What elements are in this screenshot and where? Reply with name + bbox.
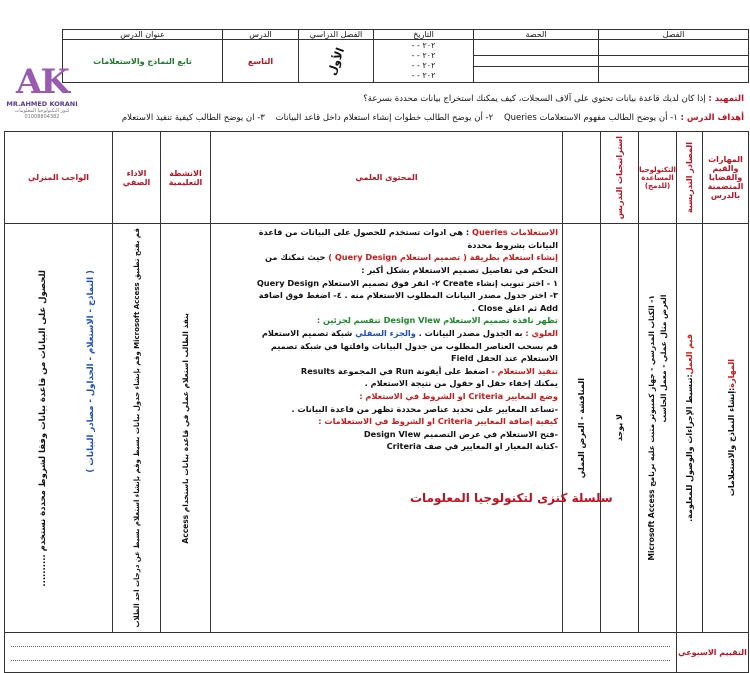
content-line: كيفية إضافة المعايير Criteria او الشروط في الاستعلامات : bbox=[318, 416, 558, 427]
header-table bbox=[62, 29, 749, 83]
content-line: يمكنك إخفاء حقل او حقول من نتيجة الاستعلام . bbox=[364, 378, 558, 389]
goal-2: ٢- أن يوضح الطالب خطوات إنشاء استعلام داخل قاعد البيانات bbox=[275, 113, 494, 123]
teacher-logo bbox=[2, 64, 82, 119]
content-line: تنفيذ الاستعلام - اضغط على أيقونة Run في المجموعة Results bbox=[300, 365, 558, 376]
lesson-title-label: عنوان الدرس bbox=[63, 30, 223, 40]
intro-text: إذا كان لديك قاعدة بيانات تحتوي على آلاف السجلات، كيف يمكنك استخراج بيانات محددة بسرعة؟ bbox=[363, 94, 706, 104]
semester-value: الأول bbox=[299, 40, 374, 83]
content-cell bbox=[211, 224, 563, 633]
date-1: ٢٠٢ - - bbox=[411, 41, 436, 50]
lesson-label: الدرس bbox=[223, 30, 299, 40]
content-line: قم بسحب العناصر المطلوب من جدول البيانات وافلتها في شبكة تصميم bbox=[270, 340, 558, 351]
resources-cell: ١- الكتاب المدرسي - جهاز كمبيوتر مثبت عليه برنامج Microsoft Access العرض مثال عملي - معمل الحاسب bbox=[639, 224, 677, 633]
period-label: الحصة bbox=[474, 30, 599, 40]
strategies-header: استراتيجيات التدريس bbox=[601, 132, 639, 224]
logo-subtitle: كنوز التكنولوجيا المعلومات bbox=[14, 108, 70, 114]
content-line: -كتابة المعيار او المعايير في صف Criteria bbox=[386, 441, 558, 452]
lesson-title-value: تابع النماذج والاستعلامات bbox=[63, 40, 223, 83]
grade-value: التاسع bbox=[223, 40, 299, 83]
goals-label: أهداف الدرس : bbox=[680, 113, 744, 123]
intro-line bbox=[363, 94, 744, 104]
content-line: العلوي : به الجدول مصدر البيانات . والجزء السفلي شبكة تصميم الاستعلام bbox=[261, 328, 558, 339]
date-2: ٢٠٢ - - bbox=[411, 51, 436, 60]
activities-cell: ينفذ الطالب استعلام عملي في قاعدة بيانات باستخدام Access bbox=[161, 224, 211, 633]
skills-cell-2: قيم العمل:تبسيط الإجراءات والوصول للمعلومة. bbox=[677, 224, 703, 633]
goal-3: ٣- ان يوضح الطالب كيفية تنفيذ الاستعلام bbox=[121, 113, 265, 123]
content-line: البيانات بشروط محددة bbox=[467, 239, 558, 250]
content-line: الاستعلام عند الحقل Field bbox=[451, 353, 558, 364]
content-header: المحتوى العلمي bbox=[211, 132, 563, 224]
content-line: Add ثم اغلق Close . bbox=[471, 302, 558, 313]
date-3: ٢٠٢ - - bbox=[411, 61, 436, 70]
class-value bbox=[599, 40, 749, 83]
date-label: التاريخ bbox=[374, 30, 474, 40]
activities-header: الانشطة التعليمية bbox=[161, 132, 211, 224]
tech-header: التكنولوجيا المساعدة (للدمج) bbox=[639, 132, 677, 224]
footer-series-title: سلسلة كنزى لتكنولوجيا المعلومات bbox=[410, 491, 613, 505]
content-line: ٣- اختر جدول مصدر البيانات المطلوب الاستعلام منه . ٤- اضغط فوق اضافة bbox=[258, 290, 558, 301]
intro-label: التمهيد : bbox=[708, 94, 744, 104]
content-line: ١ - اختر تبويب إنشاء Create ٢- انقر فوق تصميم الاستعلام Query Design bbox=[256, 277, 558, 288]
content-line: إنشاء استعلام بطريقة ( تصميم استعلام Query Design ) حيث تمكنك من bbox=[265, 252, 558, 263]
homework-options: ( النماذج - الاستعلام - الجداول - مصادر البيانات ) bbox=[85, 269, 96, 473]
goals-line bbox=[122, 113, 744, 123]
performance-cell: قم بفتح تطبيق Microsoft Access وقم بإنشاء جدول بيانات بسيط وقم بإنشاء استعلام بسيط عن درجات احد الطلاب bbox=[113, 224, 161, 633]
homework-cell bbox=[5, 224, 113, 633]
performance-header: الاداء الصفي bbox=[113, 132, 161, 224]
date-4: ٢٠٢ - - bbox=[411, 71, 436, 80]
weekly-eval-lines bbox=[5, 632, 677, 672]
content-lines bbox=[211, 224, 562, 455]
homework-question: للحصول على البيانات من قاعدة بيانات وفقا لشروط محددة نستخدم .......... bbox=[37, 269, 48, 587]
content-line: وضع المعايير Criteria او الشروط في الاستعلام : bbox=[359, 391, 558, 401]
skills-header: المهارات والقيم والقضايا المتضمنة بالدرس bbox=[703, 132, 749, 224]
lesson-table bbox=[4, 131, 749, 673]
content-line: -فتح الاستعلام في عرض التصميم Design Vlew bbox=[363, 428, 558, 439]
strategies-cell: المناقشة - العرض العملي bbox=[563, 224, 601, 633]
weekly-eval-label: التقييم الاسبوعي bbox=[677, 632, 749, 672]
content-line: التحكم في تفاصيل تصميم الاستعلام بشكل أكبر : bbox=[361, 265, 558, 276]
resources-header: المصادر التدريسية bbox=[677, 132, 703, 224]
content-line: -تساعد المعايير على تحديد عناصر محددة تظهر من قاعدة البيانات . bbox=[291, 403, 558, 414]
logo-mark: AK bbox=[16, 62, 68, 102]
date-values bbox=[374, 40, 474, 83]
homework-header: الواجب المنزلي bbox=[5, 132, 113, 224]
tech-cell: لا يوجد bbox=[601, 224, 639, 633]
empty-header bbox=[563, 132, 601, 224]
class-label: الفصل bbox=[599, 30, 749, 40]
content-line: الاستعلامات Queries : هي ادوات تستخدم للحصول على البيانات من قاعدة bbox=[258, 227, 558, 238]
semester-label: الفصل الدراسي bbox=[299, 30, 374, 40]
content-line: تظهر نافذة تصميم الاستعلام Design Vlew تنقسم لجزئين : bbox=[316, 315, 558, 326]
logo-name: MR.AHMED KORANI bbox=[6, 100, 78, 108]
period-value bbox=[474, 40, 599, 83]
skills-cell: المهارة:إنشاء النماذج والاستعلامات bbox=[703, 224, 749, 633]
logo-phone: 01008804382 bbox=[24, 114, 60, 120]
goal-1: ١- أن يوضح الطالب مفهوم الاستعلامات Queries bbox=[503, 113, 678, 123]
